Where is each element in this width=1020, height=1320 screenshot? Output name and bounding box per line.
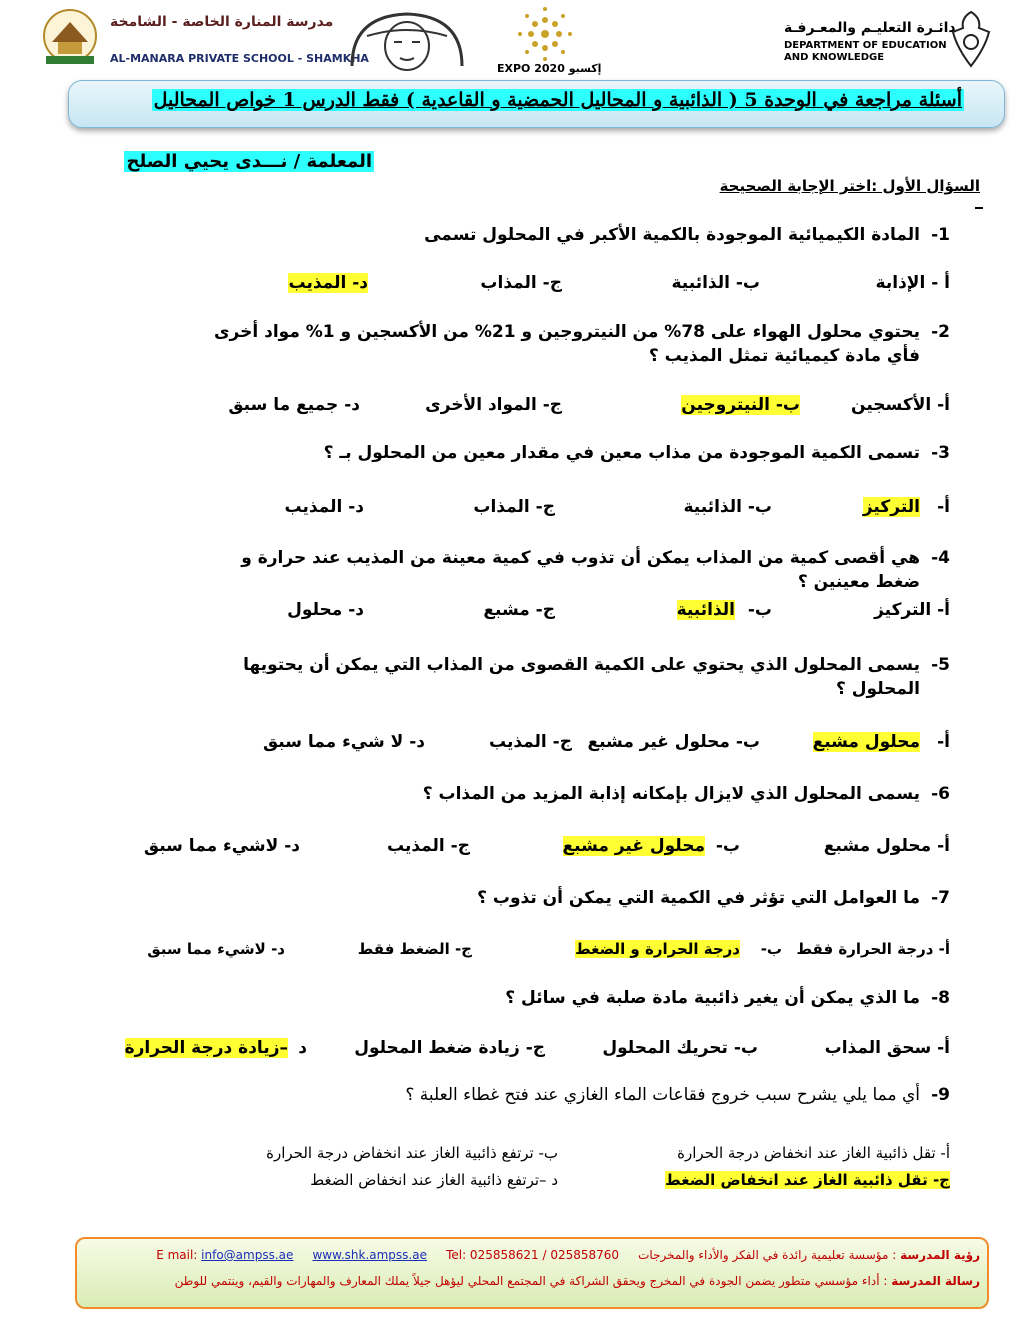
option: أ - الإذابة <box>875 273 950 293</box>
option: ج- المذاب <box>473 497 555 517</box>
vision-label: رؤية المدرسة <box>900 1248 980 1262</box>
option: ب- ترتفع ذائبية الغاز عند انخفاض درجة الحرارة <box>266 1144 558 1162</box>
question-number: 3- <box>931 443 950 463</box>
option-letter: ب- <box>747 600 772 620</box>
option: د- لاشيء مما سبق <box>147 940 285 958</box>
question-number: 1- <box>931 225 950 245</box>
question-number: 5- <box>931 655 950 675</box>
school-crest-icon <box>38 8 102 68</box>
footer-mission-line <box>175 1274 980 1288</box>
falcon-emblem-icon <box>945 8 997 70</box>
question-text-cont: المحلول ؟ <box>836 679 920 699</box>
question-number: 8- <box>931 988 950 1008</box>
mission-text: : أداء مؤسسي متطور يضمن الجودة في المخرج ويحقق الشراكة في المجتمع المحلي ليؤهل جيلاً يملك المعارف والمهارات والقيم، وينتمي للوطن <box>174 1274 888 1288</box>
option: ب- الذائبية <box>671 273 760 293</box>
question-text: يسمى المحلول الذي لايزال بإمكانه إذابة المزيد من المذاب ؟ <box>422 784 920 804</box>
question-number: 7- <box>931 888 950 908</box>
option: ب- محلول غير مشبع <box>587 732 760 752</box>
option: أ- سحق المذاب <box>824 1038 950 1058</box>
question-text: يحتوي محلول الهواء على 78% من النيتروجين و 21% من الأكسجين و 1% مواد أخرى <box>213 322 920 342</box>
option: د- جميع ما سبق <box>228 395 360 415</box>
footer-vision-line <box>156 1248 980 1262</box>
option: ج- الضغط فقط <box>357 940 472 958</box>
question-text: ما العوامل التي تؤثر في الكمية التي يمكن أن تذوب ؟ <box>477 888 920 908</box>
option: أ- درجة الحرارة فقط <box>796 940 950 958</box>
tel-text: Tel: 025858621 / 025858760 <box>446 1248 620 1262</box>
option: ج- المذيب <box>386 836 470 856</box>
question-number: 6- <box>931 784 950 804</box>
option: د –ترتفع ذائبية الغاز عند انخفاض الضغط <box>310 1171 558 1189</box>
dept-name-en <box>784 40 947 64</box>
question-text: يسمى المحلول الذي يحتوي على الكمية القصوى من المذاب التي يمكن أن يحتويها <box>243 655 920 675</box>
option: ج- المذيب <box>488 732 572 752</box>
question-number: 4- <box>931 548 950 568</box>
option-letter: د <box>298 1038 307 1058</box>
section-heading: السؤال الأول :اختر الإجابة الصحيحة <box>719 177 980 195</box>
mission-label: رسالة المدرسة <box>891 1274 980 1288</box>
option-correct: ب- النيتروجين <box>681 395 800 415</box>
dash-mark <box>975 207 983 209</box>
question-text: هي أقصى كمية من المذاب يمكن أن تذوب في كمية معينة من المذيب عند حرارة و <box>241 548 920 568</box>
option-correct: د- المذيب <box>288 273 368 293</box>
question-text: ما الذي يمكن أن يغير ذائبية مادة صلبة في سائل ؟ <box>505 988 920 1008</box>
question-text: أي مما يلي يشرح سبب خروج فقاعات الماء الغازي عند فتح غطاء العلبة ؟ <box>405 1085 920 1105</box>
question-number: 9- <box>931 1085 950 1105</box>
option-correct: درجة الحرارة و الضغط <box>575 940 740 958</box>
option: ج- زيادة ضغط المحلول <box>354 1038 545 1058</box>
option-correct: التركيز <box>862 497 920 517</box>
option-letter: أ- <box>937 732 950 752</box>
question-text: المادة الكيميائية الموجودة بالكمية الأكبر في المحلول تسمى <box>424 225 920 245</box>
page-title: أسئلة مراجعة في الوحدة 5 ( الذائبية و المحاليل الحمضية و القاعدية ) فقط الدرس 1 خواص المحاليل <box>153 89 962 111</box>
sheikh-portrait-icon <box>332 6 482 76</box>
option: أ- الأكسجين <box>851 395 950 415</box>
option-correct: الذائبية <box>676 600 735 620</box>
option-correct: محلول غير مشبع <box>562 836 705 856</box>
question-number: 2- <box>931 322 950 342</box>
email-label: E mail: <box>156 1248 198 1262</box>
expo-label: EXPO 2020 إكسبو <box>497 62 602 75</box>
option: ب- الذائبية <box>683 497 772 517</box>
question-text-cont: فأي مادة كيميائية تمثل المذيب ؟ <box>648 346 920 366</box>
option: ج- المذاب <box>480 273 562 293</box>
option: أ- التركيز <box>874 600 950 620</box>
option: ب- تحريك المحلول <box>602 1038 758 1058</box>
dept-name-en-line2: AND KNOWLEDGE <box>784 52 885 63</box>
website-link[interactable]: www.shk.ampss.ae <box>312 1248 427 1262</box>
vision-text: : مؤسسة تعليمية رائدة في الفكر والأداء والمخرجات <box>638 1248 897 1262</box>
page-header <box>0 0 1020 80</box>
option: أ- تقل ذائبية الغاز عند انخفاض درجة الحرارة <box>677 1144 950 1162</box>
option-correct: –زيادة درجة الحرارة <box>124 1038 288 1058</box>
option: أ- محلول مشبع <box>823 836 950 856</box>
email-link[interactable]: info@ampss.ae <box>201 1248 294 1262</box>
option-correct: ج- تقل ذائبية الغاز عند انخفاض الضغط <box>665 1171 950 1189</box>
school-name-ar: مدرسة المنارة الخاصة - الشامخة <box>110 14 334 30</box>
question-text-cont: ضغط معينين ؟ <box>797 572 920 592</box>
option-letter: أ- <box>937 497 950 517</box>
option-letter: ب- <box>715 836 740 856</box>
dept-name-en-line1: DEPARTMENT OF EDUCATION <box>784 40 947 51</box>
question-text: تسمى الكمية الموجودة من مذاب معين في مقدار معين من المحلول بـ ؟ <box>323 443 920 463</box>
option: د- المذيب <box>284 497 364 517</box>
dept-name-ar: دائـرة التعليـم والمعـرفـة <box>784 20 956 36</box>
expo-2020-logo-icon <box>510 4 580 64</box>
option: د- لا شيء مما سبق <box>262 732 425 752</box>
school-name-en: AL-MANARA PRIVATE SCHOOL - SHAMKHA <box>110 52 369 65</box>
option-letter: ب- <box>760 940 782 958</box>
teacher-name: المعلمة / نـــدى يحيي الصلح <box>126 151 372 172</box>
option: ج- مشبع <box>483 600 555 620</box>
option: د- محلول <box>287 600 364 620</box>
option: د- لاشيء مما سبق <box>143 836 300 856</box>
option-correct: محلول مشبع <box>812 732 920 752</box>
option: ج- المواد الأخرى <box>425 395 562 415</box>
